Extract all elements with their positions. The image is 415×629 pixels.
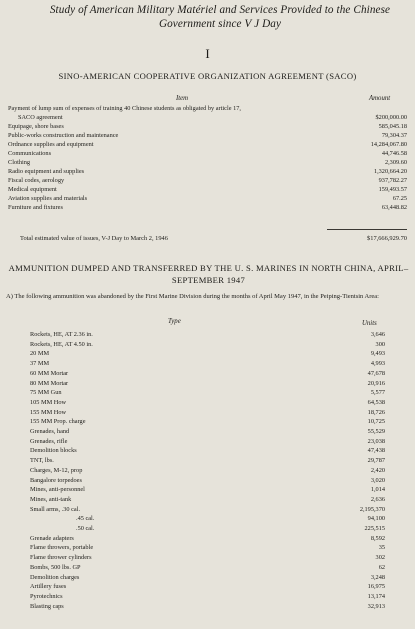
saco-heading: SINO-AMERICAN COOPERATIVE ORGANIZATION AGREEMENT (SACO) <box>58 71 357 81</box>
ammunition-row <box>0 330 415 340</box>
ammunition-units: 3,646 <box>370 331 385 338</box>
item-column-header: Item <box>176 95 189 102</box>
saco-amount: 2,309.60 <box>384 159 407 166</box>
ammunition-row <box>0 553 415 563</box>
saco-amount: 1,320,664.20 <box>373 168 407 175</box>
ammunition-row <box>0 485 415 495</box>
saco-item: Aviation supplies and materials <box>8 195 88 202</box>
ammunition-units: 47,438 <box>367 447 385 455</box>
ammunition-row <box>0 582 415 592</box>
saco-item: Payment of lump sum of expenses of training 40 Chinese students as obligated by article 17, <box>8 105 241 112</box>
ammunition-row <box>0 505 415 515</box>
ammunition-type: .50 cal. <box>76 525 95 532</box>
saco-item: Equipage, shore bases <box>8 123 64 130</box>
saco-amount: 63,448.82 <box>381 204 407 211</box>
ammunition-units: 32,913 <box>367 602 385 610</box>
ammunition-units: 9,493 <box>370 350 385 358</box>
saco-item: Fiscal codes, aerology <box>8 177 65 184</box>
ammunition-type: Rockets, HE, AT 4.50 in. <box>30 340 93 348</box>
ammunition-row <box>0 369 415 379</box>
ammunition-units: 62 <box>378 563 385 571</box>
ammunition-row <box>0 466 415 476</box>
saco-item: Radio equipment and supplies <box>8 168 85 175</box>
ammunition-type: .45 cal. <box>76 515 95 523</box>
ammunition-units: 225,515 <box>364 525 385 532</box>
saco-item: Ordnance supplies and equipment <box>8 141 94 148</box>
ammunition-units: 3,248 <box>370 573 385 581</box>
section-numeral: I <box>205 46 210 61</box>
amount-column-header: Amount <box>369 95 391 102</box>
saco-item: Medical equipment <box>8 186 57 193</box>
ammunition-type: Flame throwers, portable <box>30 544 94 552</box>
ammunition-row <box>0 427 415 437</box>
ammunition-type: Mines, anti-tank <box>30 495 72 503</box>
ammunition-heading: AMMUNITION DUMPED AND TRANSFERRED BY THE U. S. MARINES IN NORTH CHINA, APRIL–SEPTEMBER 1947 <box>8 263 409 285</box>
total-label: Total estimated value of issues, V-J Day to March 2, 1946 <box>20 235 168 242</box>
ammunition-row <box>0 476 415 486</box>
ammunition-units: 13,174 <box>367 592 385 600</box>
saco-amount: 159,493.57 <box>378 186 407 193</box>
ammunition-units: 20,916 <box>367 379 385 387</box>
ammunition-row <box>0 563 415 573</box>
ammunition-type: Bombs, 500 lbs. GP <box>30 563 81 571</box>
ammunition-row <box>0 437 415 447</box>
ammunition-row <box>0 534 415 544</box>
ammunition-type: Bangalore torpedoes <box>30 476 82 484</box>
ammunition-type: Pyrotechnics <box>30 592 63 600</box>
ammunition-type: Artillery fuses <box>30 583 67 591</box>
ammunition-units: 5,577 <box>370 389 385 397</box>
saco-item: Clothing <box>8 159 31 166</box>
saco-item: Communications <box>8 150 52 157</box>
ammunition-row <box>0 349 415 359</box>
ammunition-units: 300 <box>375 340 385 348</box>
ammunition-row <box>0 592 415 602</box>
saco-amount: 67.25 <box>392 195 407 202</box>
saco-amount: $200,000.00 <box>375 114 407 121</box>
ammunition-units: 18,726 <box>367 408 385 416</box>
ammunition-row <box>0 340 415 350</box>
ammunition-units: 10,725 <box>367 418 385 426</box>
ammunition-type: Blasting caps <box>30 602 64 610</box>
ammunition-units: 23,038 <box>367 437 385 445</box>
ammunition-units: 55,529 <box>367 428 385 435</box>
ammunition-row <box>0 359 415 369</box>
saco-amount: 937,782.27 <box>378 177 407 184</box>
saco-amount: 79,304.37 <box>381 132 407 139</box>
ammunition-intro: A) The following ammunition was abandoned by the First Marine Division during the months of April May 1947, in the Peiping-Tientsin Area: <box>6 293 379 300</box>
units-column-header: Units <box>362 320 377 327</box>
ammunition-row <box>0 379 415 389</box>
ammunition-type: Grenades, hand <box>30 428 70 435</box>
ammunition-type: 105 MM How <box>30 398 67 406</box>
ammunition-row <box>0 602 415 612</box>
total-rule <box>327 229 407 230</box>
ammunition-row <box>0 456 415 466</box>
ammunition-row <box>0 573 415 583</box>
saco-item: SACO agreement <box>18 114 63 121</box>
ammunition-units: 47,678 <box>367 369 385 377</box>
saco-item: Public-works construction and maintenance <box>8 132 119 139</box>
saco-item: Furniture and fixtures <box>8 204 63 211</box>
ammunition-units: 35 <box>378 544 385 552</box>
ammunition-type: Demolition blocks <box>30 447 77 455</box>
ammunition-type: 37 MM <box>30 360 50 368</box>
ammunition-units: 29,787 <box>367 457 385 465</box>
total-amount: $17,666,929.70 <box>367 235 407 242</box>
document-title: Study of American Military Matériel and Services Provided to the Chinese Government since V J Day <box>49 4 391 30</box>
saco-total-row <box>0 234 415 244</box>
ammunition-row <box>0 408 415 418</box>
ammunition-units: 8,592 <box>370 534 385 542</box>
ammunition-row <box>0 446 415 456</box>
saco-amount: 14,284,067.80 <box>370 141 407 148</box>
ammunition-row <box>0 514 415 524</box>
ammunition-units: 16,975 <box>367 583 385 591</box>
ammunition-row <box>0 495 415 505</box>
ammunition-units: 2,636 <box>370 495 385 503</box>
ammunition-type: 155 MM Prop. charge <box>30 418 86 426</box>
ammunition-units: 3,020 <box>370 476 385 484</box>
ammunition-units: 1,014 <box>370 486 385 494</box>
ammunition-units: 64,538 <box>367 398 385 406</box>
ammunition-type: TNT, lbs. <box>30 457 54 465</box>
ammunition-units: 4,993 <box>370 360 385 368</box>
ammunition-row <box>0 388 415 398</box>
saco-amount: 44,746.58 <box>381 150 407 157</box>
ammunition-units: 2,195,370 <box>359 505 385 513</box>
ammunition-units: 94,100 <box>367 515 385 523</box>
ammunition-type: Charges, M-12, prop <box>30 466 83 474</box>
ammunition-type: 20 MM <box>30 350 50 358</box>
ammunition-type: Mines, anti-personnel <box>30 486 85 494</box>
ammunition-row <box>0 524 415 534</box>
saco-amount: 585,045.18 <box>378 123 407 130</box>
ammunition-type: 80 MM Mortar <box>30 379 69 387</box>
ammunition-type: 60 MM Mortar <box>30 369 69 377</box>
ammunition-type: 75 MM Gun <box>30 389 62 397</box>
ammunition-units: 2,420 <box>370 466 385 474</box>
ammunition-type: Rockets, HE, AT 2.36 in. <box>30 331 93 338</box>
ammunition-type: Grenades, rifle <box>30 437 68 445</box>
ammunition-row <box>0 398 415 408</box>
ammunition-row <box>0 543 415 553</box>
ammunition-type: Small arms, .30 cal. <box>30 505 81 513</box>
ammunition-type: Flame thrower cylinders <box>30 554 92 562</box>
ammunition-type: Demolition charges <box>30 573 80 581</box>
ammunition-units: 302 <box>375 554 385 562</box>
ammunition-type: 155 MM How <box>30 408 67 416</box>
ammunition-type: Grenade adapters <box>30 534 74 542</box>
ammunition-row <box>0 417 415 427</box>
type-column-header: Type <box>168 318 181 325</box>
saco-row <box>0 203 415 213</box>
